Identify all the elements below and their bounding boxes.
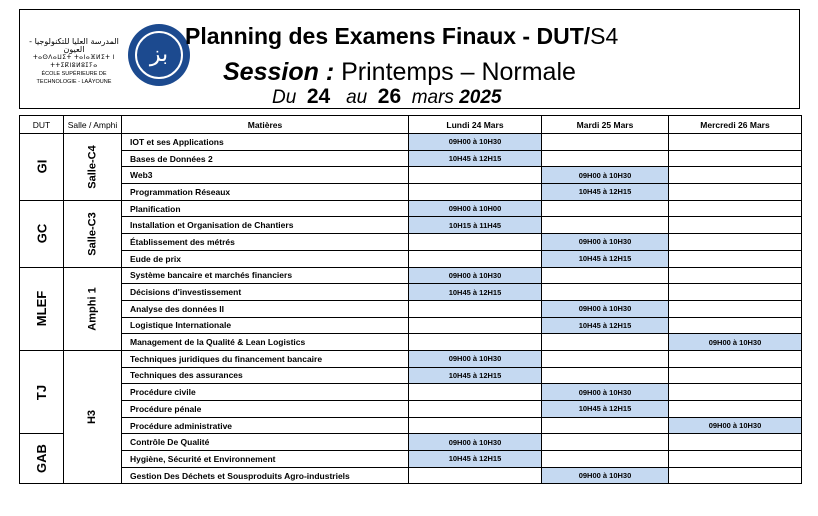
col-salle: Salle / Amphi [64,116,122,134]
exam-slot-cell [542,451,669,468]
dut-group-label: GAB [33,444,49,474]
table-row [20,284,802,301]
date-range: Du 24 au 26 mars 2025 [272,85,502,108]
subject-cell: Techniques juridiques du financement bancaire [122,350,409,367]
room-label: Salle-C4 [86,145,99,189]
table-row [20,384,802,401]
exam-slot-cell [542,284,669,301]
exam-slot-cell: 09H00 à 10H30 [542,467,669,484]
table-row [20,451,802,468]
exam-slot-cell [542,217,669,234]
exam-slot-cell: 09H00 à 10H30 [669,334,802,351]
col-dut: DUT [20,116,64,134]
col-day2: Mardi 25 Mars [542,116,669,134]
col-day3: Mercredi 26 Mars [669,116,802,134]
exam-slot-cell [669,384,802,401]
subject-cell: Techniques des assurances [122,367,409,384]
subject-cell: Analyse des données II [122,300,409,317]
table-row [20,234,802,251]
exam-slot-cell [669,367,802,384]
exam-slot-cell [669,167,802,184]
exam-slot-cell [669,401,802,418]
table-row [20,217,802,234]
dut-group-cell [20,134,64,201]
exam-slot-cell [669,434,802,451]
exam-slot-cell [409,317,542,334]
exam-slot-cell: 10H15 à 11H45 [409,217,542,234]
subject-cell: Planification [122,200,409,217]
exam-slot-cell [669,467,802,484]
table-row [20,417,802,434]
subject-cell: Contrôle De Qualité [122,434,409,451]
exam-slot-cell [669,234,802,251]
dut-group-label: TJ [33,384,49,400]
exam-slot-cell: 09H00 à 10H30 [409,434,542,451]
exam-slot-cell: 09H00 à 10H30 [669,417,802,434]
table-row [20,367,802,384]
exam-slot-cell: 09H00 à 10H30 [542,300,669,317]
table-row [20,300,802,317]
subject-cell: Bases de Données 2 [122,150,409,167]
table-row [20,334,802,351]
school-logo-text [22,38,126,86]
table-row [20,184,802,201]
room-cell [64,200,122,267]
exam-slot-cell [409,334,542,351]
exam-slot-cell: 09H00 à 10H30 [409,350,542,367]
room-label: Amphi 1 [86,287,99,331]
exam-schedule-table [19,115,802,484]
exam-slot-cell [669,184,802,201]
exam-slot-cell: 09H00 à 10H00 [409,200,542,217]
exam-slot-cell [669,250,802,267]
exam-slot-cell: 09H00 à 10H30 [542,384,669,401]
exam-slot-cell [669,300,802,317]
dut-group-label: MLEF [33,291,49,327]
table-row [20,401,802,418]
exam-slot-cell [669,134,802,151]
room-cell [64,267,122,350]
dut-group-label: GI [33,160,49,174]
exam-slot-cell [542,150,669,167]
exam-slot-cell [669,150,802,167]
subject-cell: Hygiène, Sécurité et Environnement [122,451,409,468]
exam-slot-cell: 10H45 à 12H15 [542,250,669,267]
exam-slot-cell: 10H45 à 12H15 [542,184,669,201]
emblem-letter: ﺑﺰ [135,31,183,79]
col-day1: Lundi 24 Mars [409,116,542,134]
room-cell [64,134,122,201]
exam-slot-cell: 10H45 à 12H15 [542,401,669,418]
col-matieres: Matières [122,116,409,134]
exam-slot-cell: 10H45 à 12H15 [409,367,542,384]
exam-slot-cell: 10H45 à 12H15 [409,150,542,167]
session-line: Session : Printemps – Normale [223,58,576,86]
exam-slot-cell [542,434,669,451]
exam-slot-cell: 09H00 à 10H30 [542,167,669,184]
exam-slot-cell [409,467,542,484]
table-row [20,167,802,184]
dut-group-cell [20,200,64,267]
table-row [20,200,802,217]
exam-slot-cell [542,367,669,384]
dut-group-label: GC [34,223,49,244]
exam-slot-cell [409,234,542,251]
subject-cell: Management de la Qualité & Lean Logistics [122,334,409,351]
exam-slot-cell [669,217,802,234]
dut-group-cell [20,350,64,433]
exam-slot-cell [542,134,669,151]
exam-slot-cell [669,284,802,301]
subject-cell: Eude de prix [122,250,409,267]
exam-slot-cell [669,200,802,217]
exam-slot-cell [542,334,669,351]
exam-slot-cell [409,184,542,201]
subject-cell: Gestion Des Déchets et Sousproduits Agro-industriels [122,467,409,484]
table-row [20,434,802,451]
room-label: H3 [86,410,99,425]
exam-slot-cell [409,300,542,317]
exam-slot-cell [409,401,542,418]
table-row [20,267,802,284]
exam-slot-cell [542,417,669,434]
subject-cell: Système bancaire et marchés financiers [122,267,409,284]
header-box [19,9,800,109]
room-label: Salle-C3 [86,211,99,256]
exam-slot-cell [669,317,802,334]
exam-slot-cell [409,384,542,401]
exam-slot-cell [669,451,802,468]
exam-slot-cell [409,417,542,434]
dut-group-cell [20,267,64,350]
logo-arabic: المدرسة العليا للتكنولوجيا - العيون [29,37,119,54]
exam-slot-cell: 10H45 à 12H15 [409,284,542,301]
subject-cell: Programmation Réseaux [122,184,409,201]
exam-slot-cell: 10H45 à 12H15 [409,451,542,468]
table-row [20,134,802,151]
exam-slot-cell: 09H00 à 10H30 [542,234,669,251]
subject-cell: Logistique Internationale [122,317,409,334]
subject-cell: Installation et Organisation de Chantiers [122,217,409,234]
subject-cell: Procédure administrative [122,417,409,434]
exam-slot-cell [669,350,802,367]
page-title: Planning des Examens Finaux - DUT/S4 [185,23,619,49]
room-cell [64,350,122,484]
exam-slot-cell [542,200,669,217]
subject-cell: Web3 [122,167,409,184]
exam-slot-cell: 09H00 à 10H30 [409,267,542,284]
subject-cell: IOT et ses Applications [122,134,409,151]
exam-slot-cell: 09H00 à 10H30 [409,134,542,151]
table-row [20,150,802,167]
logo-french: ÉCOLE SUPÉRIEURE DE TECHNOLOGIE - LAÂYOUNE [36,71,112,85]
school-emblem-icon [128,24,190,86]
exam-slot-cell [409,167,542,184]
subject-cell: Décisions d'investissement [122,284,409,301]
table-row [20,467,802,484]
subject-cell: Procédure pénale [122,401,409,418]
exam-slot-cell [669,267,802,284]
exam-slot-cell: 10H45 à 12H15 [542,317,669,334]
logo-tifinagh: ⵜⴰⵙⴷⴰⵡⵉⵜ ⵜⴰⵏⴰⴼⵍⵉⵜ ⵏ ⵜⵜⵉⴽⵏⵓⵍⵓⵊⵢⴰ [32,54,116,69]
table-header-row [20,116,802,134]
subject-cell: Procédure civile [122,384,409,401]
exam-slot-cell [409,250,542,267]
exam-slot-cell [542,267,669,284]
exam-slot-cell [542,350,669,367]
subject-cell: Établissement des métrés [122,234,409,251]
table-row [20,317,802,334]
table-row [20,350,802,367]
dut-group-cell [20,434,64,484]
table-row [20,250,802,267]
